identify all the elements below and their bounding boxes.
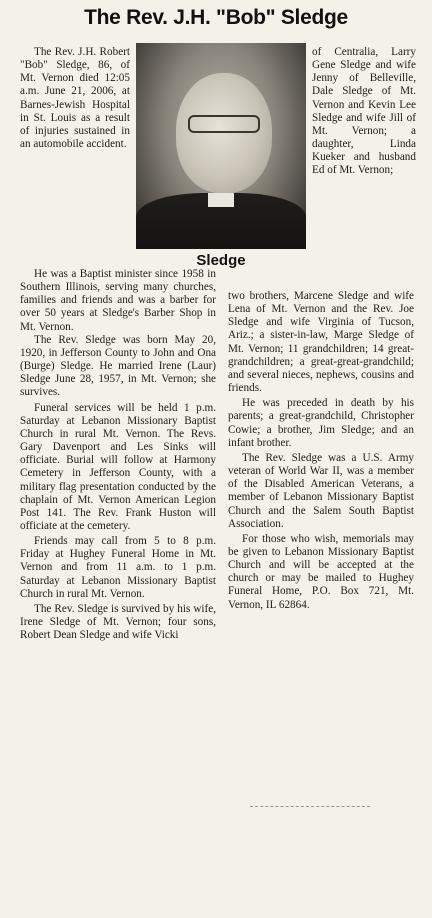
paragraph: The Rev. Sledge is survived by his wife, Irene Sledge of Mt. Vernon; four sons, Robert Dean Sledge and wife Vicki <box>20 602 216 642</box>
paragraph: He was preceded in death by his parents; a great-grandchild, Christopher Cowie; a brother, Jim Sledge; and an infant brother. <box>228 397 414 449</box>
paragraph: Friends may call from 5 to 8 p.m. Friday at Hughey Funeral Home in Mt. Vernon and from 11 a.m. to 1 p.m. Saturday at Lebanon Missionary Baptist Church in rural Mt. Vernon. <box>20 535 216 600</box>
column-left <box>20 268 216 642</box>
paragraph: For those who wish, memorials may be given to Lebanon Missionary Baptist Church and will be accepted at the church or may be mailed to Hughey Funeral Home, P.O. Box 721, Mt. Vernon, IL 62864. <box>228 532 414 611</box>
column-left-narrow <box>20 46 130 151</box>
paragraph: The Rev. Sledge was born May 20, 1920, in Jefferson County to John and Ona (Burge) Sledge. He married Irene (Laur) Sledge June 28, 1957, in Mt. Vernon; she survives. <box>20 333 216 399</box>
headline: The Rev. J.H. "Bob" Sledge <box>84 6 348 29</box>
column-end-rule <box>250 806 370 807</box>
paragraph: He was a Baptist minister since 1958 in Southern Illinois, serving many churches, families and friends and was a barber for over 50 years at Sledge's Barber Shop in Mt. Vernon. <box>20 268 216 333</box>
paragraph: of Centralia, Larry Gene Sledge and wife Jenny of Belleville, Dale Sledge of Mt. Vernon and Kevin Lee Sledge and wife Jill of Mt. Vernon; a daughter, Linda Kueker and husband Ed of Mt. Vernon; <box>312 46 416 177</box>
column-right <box>228 290 414 612</box>
portrait-glasses <box>188 115 260 133</box>
paragraph: The Rev. Sledge was a U.S. Army veteran of World War II, was a member of the Disabled American Veterans, a member of Lebanon Missionary Baptist Church and the Salem South Baptist Association. <box>228 451 414 530</box>
paragraph: two brothers, Marcene Sledge and wife Lena of Mt. Vernon and the Rev. Joe Sledge and wife Virginia of Tucson, Ariz.; a sister-in-law, Marge Sledge of Mt. Vernon; 11 grandchildren; 14 great-grandchildren; a great-great-grandchild; and several nieces, nephews, cousins and friends. <box>228 290 414 395</box>
portrait-face <box>176 73 272 193</box>
portrait-photo <box>136 43 306 249</box>
paragraph: Funeral services will be held 1 p.m. Saturday at Lebanon Missionary Baptist Church in rural Mt. Vernon. The Revs. Gary Davenport and Les Sinks will officiate. Burial will follow at Harmony Cemetery in Jefferson County, with a military flag presentation conducted by the chaplain of Mt. Vernon American Legion Post 141. The Rev. Frank Huston will officiate at the cemetery. <box>20 401 216 532</box>
column-right-narrow <box>312 46 416 178</box>
paragraph: The Rev. J.H. Robert "Bob" Sledge, 86, of Mt. Vernon died 12:05 a.m. June 21, 2006, at Barnes-Jewish Hospital in St. Louis as a result of injuries sustained in an automobile accident. <box>20 46 130 151</box>
photo-caption: Sledge <box>196 252 246 269</box>
portrait-collar <box>208 193 234 207</box>
